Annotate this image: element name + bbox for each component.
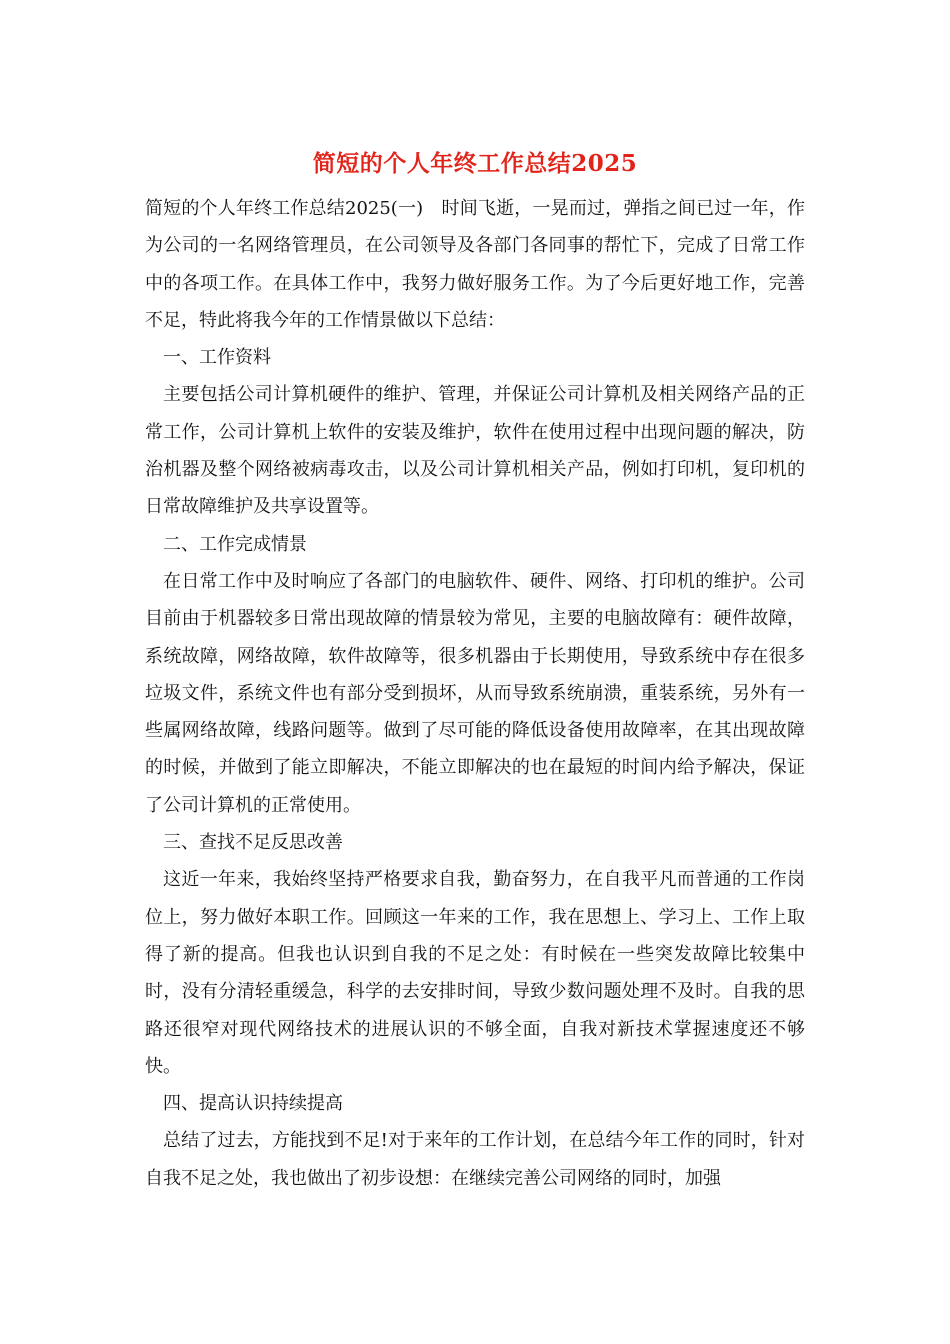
section-heading-3: 三、查找不足反思改善 (163, 832, 343, 854)
section-heading-1: 一、工作资料 (163, 347, 271, 369)
section-heading-4: 四、提高认识持续提高 (163, 1093, 343, 1115)
section-paragraph-3: 这近一年来，我始终坚持严格要求自我，勤奋努力，在自我平凡而普通的工作岗位上，努力做好本职工作。回顾这一年来的工作，我在思想上、学习上、工作上取得了新的提高。但我也认识到自我的不足之处：有时候在一些突发故障比较集中时，没有分清轻重缓急，科学的去安排时间，导致少数问题处理不及时。自我的思路还很窄对现代网络技术的进展认识的不够全面，自我对新技术掌握速度还不够快。 (145, 869, 805, 1077)
intro-paragraph: 简短的个人年终工作总结2025(一) 时间飞逝，一晃而过，弹指之间已过一年，作为公司的一名网络管理员，在公司领导及各部门各同事的帮忙下，完成了日常工作中的各项工作。在具体工作中，我努力做好服务工作。为了今后更好地工作，完善不足，特此将我今年的工作情景做以下总结： (145, 198, 805, 331)
document-title: 简短的个人年终工作总结2025 (312, 150, 638, 177)
section-paragraph-1: 主要包括公司计算机硬件的维护、管理，并保证公司计算机及相关网络产品的正常工作，公司计算机上软件的安装及维护，软件在使用过程中出现问题的解决，防治机器及整个网络被病毒攻击，以及公司计算机相关产品，例如打印机，复印机的日常故障维护及共享设置等。 (145, 384, 805, 518)
section-paragraph-2: 在日常工作中及时响应了各部门的电脑软件、硬件、网络、打印机的维护。公司目前由于机器较多日常出现故障的情景较为常见，主要的电脑故障有：硬件故障，系统故障，网络故障，软件故障等，很多机器由于长期使用，导致系统中存在很多垃圾文件，系统文件也有部分受到损坏，从而导致系统崩溃，重装系统，另外有一些属网络故障，线路问题等。做到了尽可能的降低设备使用故障率，在其出现故障的时候，并做到了能立即解决，不能立即解决的也在最短的时间内给予解决，保证了公司计算机的正常使用。 (145, 570, 805, 816)
section-heading-2: 二、工作完成情景 (163, 533, 307, 555)
section-paragraph-4: 总结了过去，方能找到不足!对于来年的工作计划，在总结今年工作的同时，针对自我不足之处，我也做出了初步设想：在继续完善公司网络的同时，加强 (145, 1130, 805, 1189)
document-body (145, 190, 805, 1197)
